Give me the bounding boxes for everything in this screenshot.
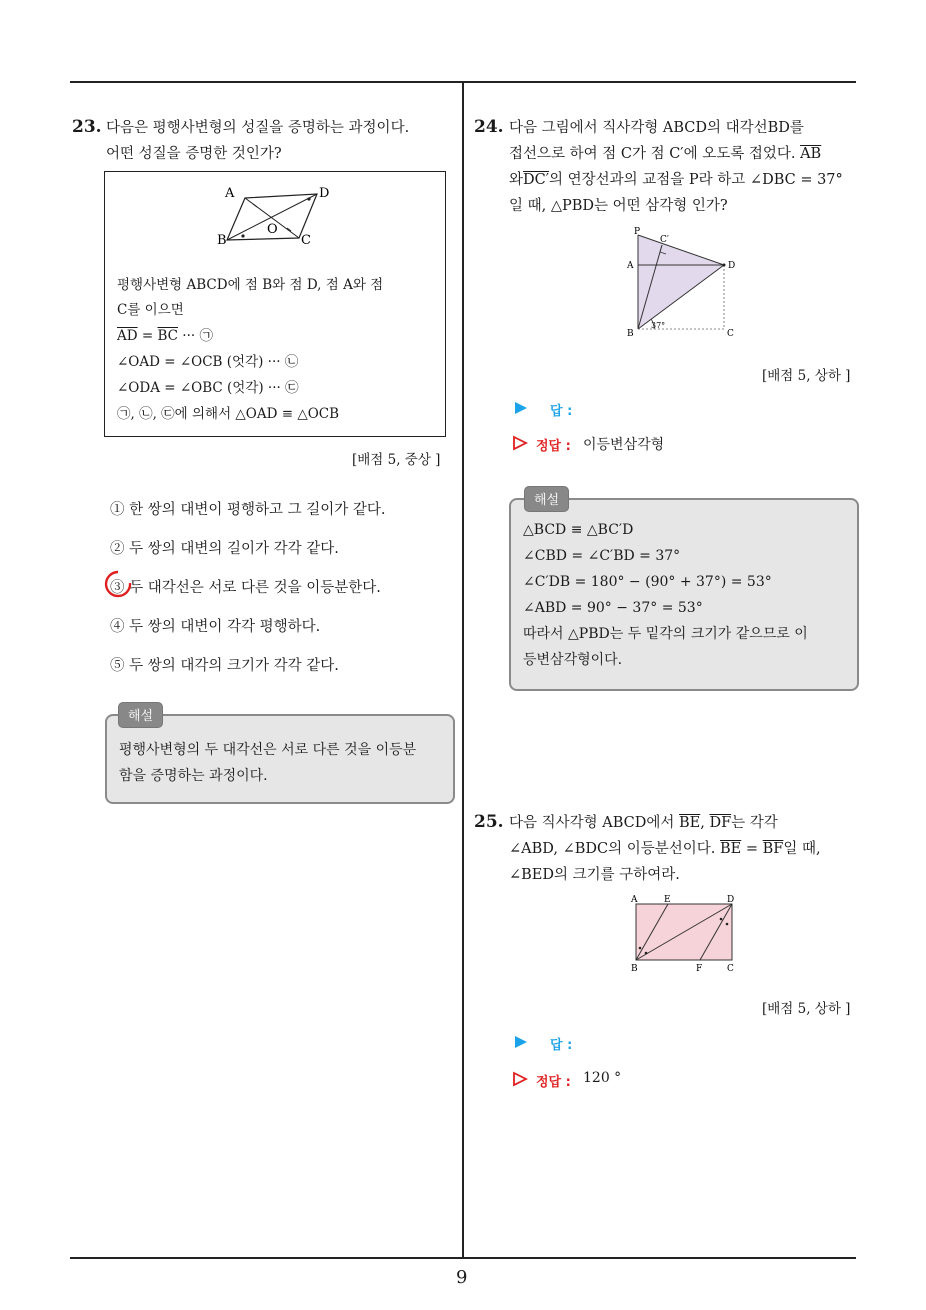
answer-arrow-icon: [514, 401, 528, 415]
segment-df: $\overline{DF}$: [709, 815, 732, 831]
segment-bf: $\overline{BF}$: [762, 841, 784, 857]
question-24-number: 24.: [474, 117, 504, 137]
question-24-text-1: 다음 그림에서 직사각형 ABCD의 대각선BD를: [509, 120, 804, 136]
figure-label-e: E: [664, 895, 671, 905]
proof-line-2: C를 이으면: [117, 302, 184, 318]
page-number: 9: [456, 1267, 468, 1288]
choice-2[interactable]: ② 두 쌍의 대변의 길이가 각각 같다.: [110, 541, 339, 557]
proof-line-4: ∠OAD = ∠OCB (엇각) ··· ㉡: [117, 354, 299, 370]
correct-arrow-icon: [512, 1071, 528, 1087]
q24-explanation-line-6: 등변삼각형이다.: [523, 652, 623, 668]
question-23-text-2: 어떤 성질을 증명한 것인가?: [106, 146, 282, 162]
q24-explanation-box: [509, 498, 859, 691]
q24-explanation-line-5: 따라서 △PBD는 두 밑각의 크기가 같으므로 이: [523, 626, 808, 642]
proof-line-3: $\overline{AD} = \overline{BC}$ ··· ㉠: [117, 328, 213, 344]
segment-ab: $\overline{AB}$: [800, 146, 822, 162]
question-23-text-1: 다음은 평행사변형의 성질을 증명하는 과정이다.: [106, 120, 410, 136]
q24-explanation-line-2: ∠CBD = ∠C′BD = 37°: [523, 548, 681, 564]
question-23-number: 23.: [72, 117, 102, 137]
choice-1[interactable]: ① 한 쌍의 대변이 평행하고 그 길이가 같다.: [110, 502, 386, 518]
segment-dc-prime: DC′: [523, 172, 550, 188]
figure-label-c-prime: C′: [660, 235, 669, 245]
q23-proof-box: [104, 171, 446, 437]
rectangle-bisector-figure: [628, 892, 748, 974]
figure-label-b: B: [217, 233, 227, 248]
q24-answer-label: 답 :: [550, 404, 573, 419]
figure-label-o: O: [267, 222, 278, 237]
q23-score: [배점 5, 중상 ]: [352, 452, 441, 468]
center-divider: [462, 82, 464, 1258]
figure-label-d: D: [728, 261, 736, 271]
q24-explanation-line-1: △BCD ≡ △BC′D: [523, 522, 634, 538]
question-24-text-4: 일 때, △PBD는 어떤 삼각형 인가?: [509, 198, 728, 214]
folded-rectangle-figure: [624, 225, 754, 340]
q25-correct-value: 120 °: [583, 1070, 622, 1086]
figure-label-b: B: [627, 329, 634, 339]
q25-correct-label: 정답 :: [536, 1075, 571, 1090]
q24-correct-label: 정답 :: [536, 439, 571, 454]
answer-arrow-icon: [514, 1035, 528, 1049]
figure-label-a: A: [631, 895, 638, 905]
q23-explanation-line-2: 함을 증명하는 과정이다.: [119, 768, 268, 784]
q24-explanation-tag: 해설: [524, 486, 569, 512]
q23-explanation-line-1: 평행사변형의 두 대각선은 서로 다른 것을 이등분: [119, 742, 417, 758]
segment-bc: $\overline{BC}$: [157, 328, 178, 344]
figure-label-d: D: [319, 186, 330, 201]
segment-be-2: $\overline{BE}$: [720, 841, 742, 857]
choice-4[interactable]: ④ 두 쌍의 대변이 각각 평행하다.: [110, 619, 321, 635]
figure-label-b: B: [631, 964, 638, 974]
proof-line-6: ㉠, ㉡, ㉢에 의해서 △OAD ≡ △OCB: [117, 406, 340, 422]
figure-label-d: D: [727, 895, 735, 905]
segment-ad: $\overline{AD}$: [117, 328, 138, 344]
question-25-number: 25.: [474, 812, 504, 832]
selected-answer-circle-icon: [103, 569, 133, 599]
correct-arrow-icon: [512, 435, 528, 451]
proof-line-5: ∠ODA = ∠OBC (엇각) ··· ㉢: [117, 380, 299, 396]
figure-label-a: A: [627, 261, 634, 271]
figure-label-f: F: [696, 964, 703, 974]
question-25-text-3: ∠BED의 크기를 구하여라.: [509, 867, 680, 883]
q25-answer-label: 답 :: [550, 1038, 573, 1053]
q24-explanation-line-4: ∠ABD = 90° − 37° = 53°: [523, 600, 703, 616]
proof-line-1: 평행사변형 ABCD에 점 B와 점 D, 점 A와 점: [117, 277, 384, 293]
segment-be: $\overline{BE}$: [679, 815, 701, 831]
q25-score: [배점 5, 상하 ]: [762, 1001, 851, 1017]
figure-label-a: A: [225, 186, 235, 201]
choice-5[interactable]: ⑤ 두 쌍의 대각의 크기가 각각 같다.: [110, 658, 339, 674]
question-24-text-3: 와DC′의 연장선과의 교점을 P라 하고 ∠DBC = 37°: [509, 172, 843, 188]
question-25-text-2: ∠ABD, ∠BDC의 이등분선이다. $\overline{BE} = \overline{BF}$일 때,: [509, 841, 821, 857]
q24-explanation-line-3: ∠C′DB = 180° − (90° + 37°) = 53°: [523, 574, 772, 590]
choice-3[interactable]: ③ 두 대각선은 서로 다른 것을 이등분한다.: [110, 580, 381, 596]
figure-label-p: P: [634, 227, 641, 237]
figure-label-c: C: [727, 329, 734, 339]
q24-correct-value: 이등변삼각형: [583, 437, 665, 453]
figure-label-c: C: [301, 233, 311, 248]
figure-angle-label: 37°: [651, 321, 666, 330]
question-24-text-2: 접선으로 하여 점 C가 점 C′에 오도록 접었다. $\overline{AB}$: [509, 146, 822, 162]
q24-score: [배점 5, 상하 ]: [762, 368, 851, 384]
question-25-text-1: 다음 직사각형 ABCD에서 $\overline{BE}$, $\overline{DF}$는 각각: [509, 815, 778, 831]
q23-explanation-tag: 해설: [118, 702, 163, 728]
parallelogram-figure: [217, 180, 337, 250]
bottom-rule: [70, 1257, 856, 1259]
figure-label-c: C: [727, 964, 734, 974]
